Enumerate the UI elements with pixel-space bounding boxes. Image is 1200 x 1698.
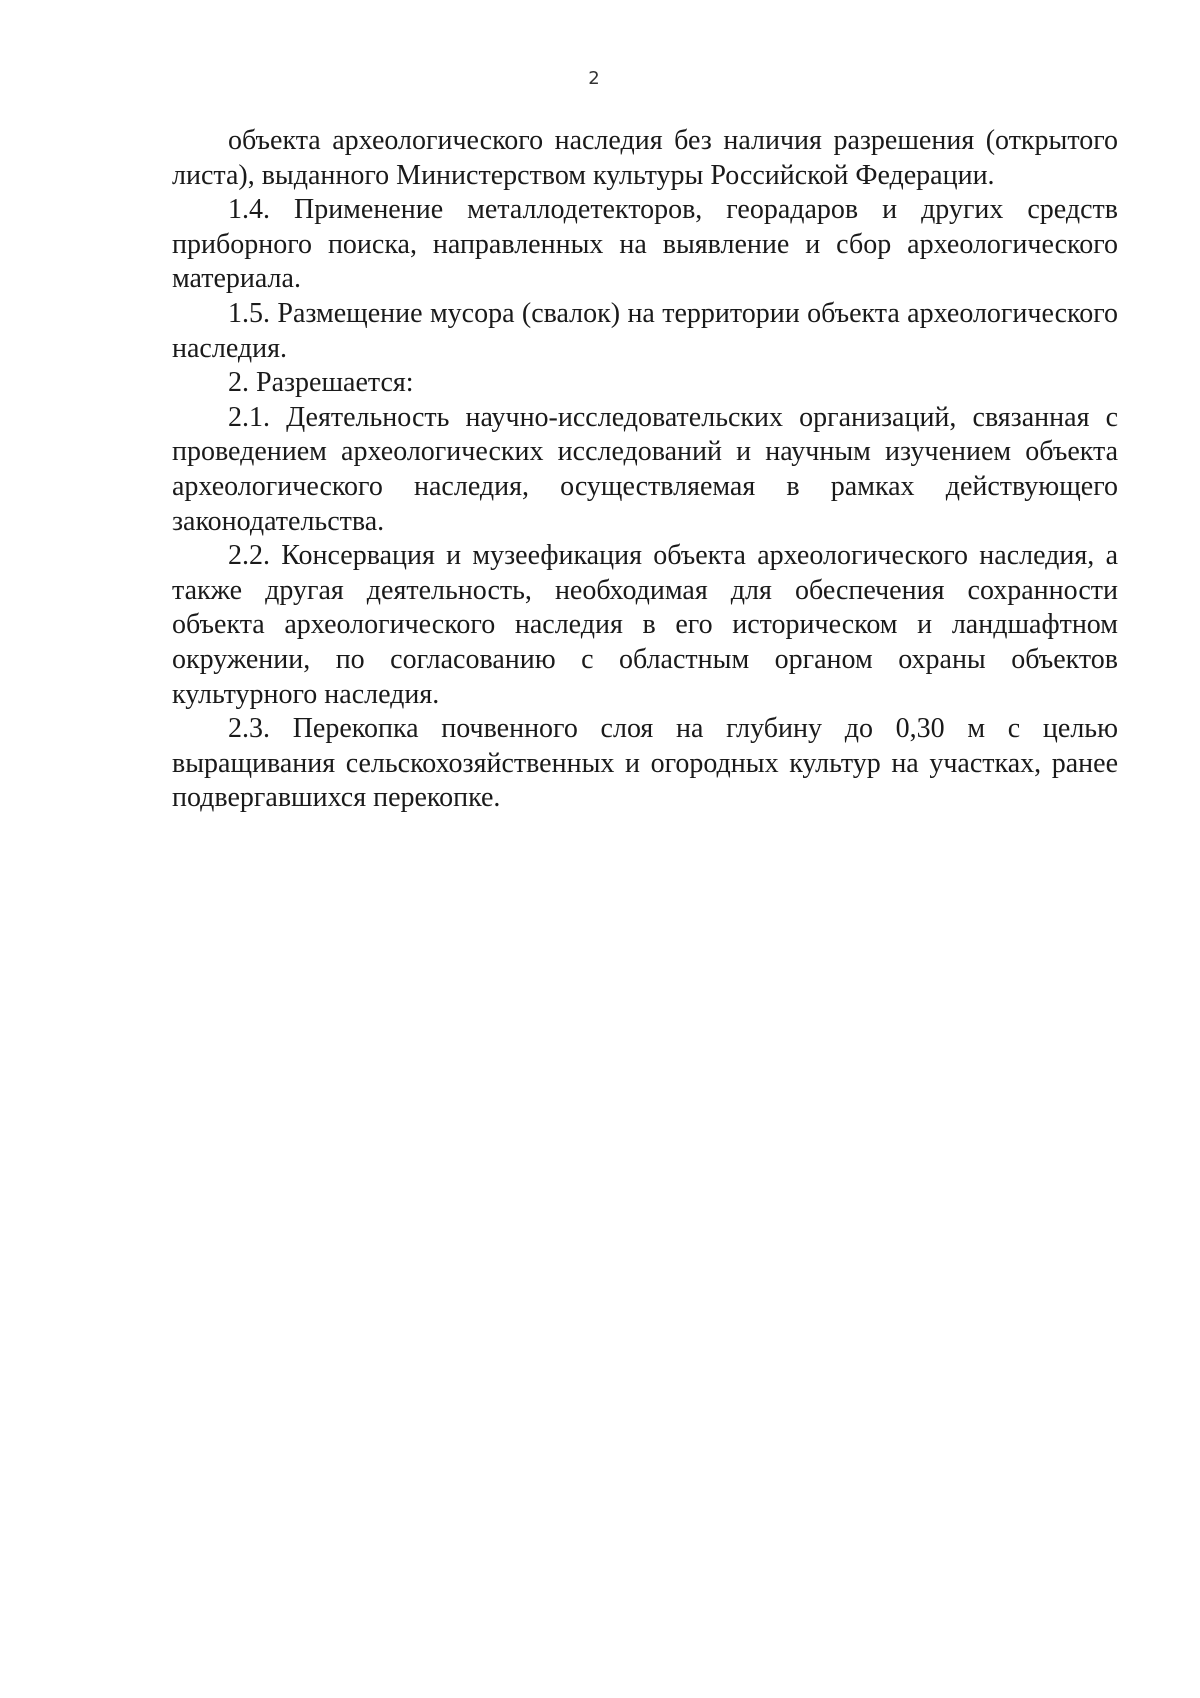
paragraph-1-5: 1.5. Размещение мусора (свалок) на территории объекта археологического наследия. bbox=[172, 297, 1118, 364]
paragraph-2-2: 2.2. Консервация и музеефикация объекта археологического наследия, а также другая деятельность, необходимая для обеспечения сохранности объекта археологического наследия в его историческом и ландшафтном окружении, по согласованию с областным органом охраны объектов культурного наследия. bbox=[172, 540, 1118, 710]
paragraph-2-3: 2.3. Перекопка почвенного слоя на глубину до 0,30 м с целью выращивания сельскохозяйственных и огородных культур на участках, ранее подвергавшихся перекопке. bbox=[172, 713, 1118, 814]
paragraph-1-4: 1.4. Применение металлодетекторов, георадаров и других средств приборного поиска, направленных на выявление и сбор археологического материала. bbox=[172, 194, 1118, 295]
paragraph-2-heading: 2. Разрешается: bbox=[228, 367, 414, 399]
document-body bbox=[172, 124, 1118, 816]
paragraph-continuation: объекта археологического наследия без наличия разрешения (открытого листа), выданного Министерством культуры Российской Федерации. bbox=[172, 125, 1118, 191]
page-number: 2 bbox=[588, 68, 600, 89]
paragraph-2-1: 2.1. Деятельность научно-исследовательских организаций, связанная с проведением археологических исследований и научным изучением объекта археологического наследия, осуществляемая в рамках действующего законодательства. bbox=[172, 401, 1118, 537]
